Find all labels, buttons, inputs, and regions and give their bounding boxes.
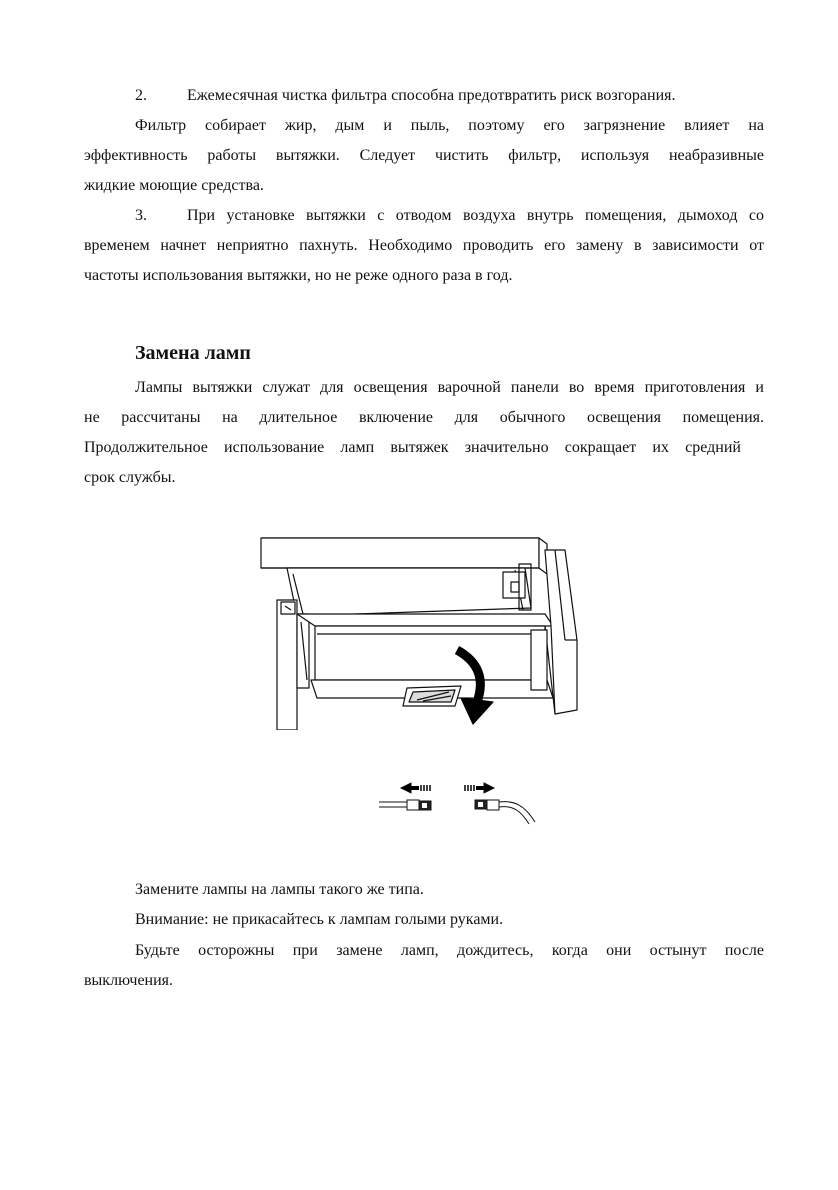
instruction-line-1: Замените лампы на лампы такого же типа. — [135, 881, 424, 898]
arrow-right-icon — [465, 783, 494, 793]
lamps-para-line-4: срок службы. — [84, 469, 176, 486]
instruction-line-3a: Будьте осторожны при замене ламп, дождитесь, когда они остынут после — [135, 942, 764, 959]
filter-para-line-2: эффективность работы вытяжки. Следует чистить фильтр, используя неабразивные — [84, 147, 764, 164]
left-plug-icon — [379, 800, 431, 810]
connector-unplug-illustration — [375, 780, 545, 830]
hood-lamp-cover-illustration — [255, 530, 585, 730]
instruction-line-3b: выключения. — [84, 972, 174, 989]
right-plug-icon — [475, 800, 535, 824]
item-2-number: 2. — [135, 87, 147, 104]
instruction-line-2: Внимание: не прикасайтесь к лампам голыми руками. — [135, 911, 504, 928]
item-3-line-1: При установке вытяжки с отводом воздуха внутрь помещения, дымоход со — [187, 207, 764, 224]
arrow-left-icon — [401, 783, 430, 793]
section-heading-lamp-replacement: Замена ламп — [135, 342, 251, 364]
item-2-text: Ежемесячная чистка фильтра способна предотвратить риск возгорания. — [187, 87, 676, 104]
lamps-para-line-2: не рассчитаны на длительное включение для обычного освещения помещения. — [84, 409, 764, 426]
item-3-line-2: временем начнет неприятно пахнуть. Необходимо проводить его замену в зависимости от — [84, 237, 764, 254]
lamps-para-line-1: Лампы вытяжки служат для освещения варочной панели во время приготовления и — [135, 379, 764, 396]
filter-para-line-3: жидкие моющие средства. — [84, 177, 264, 194]
item-3-number: 3. — [135, 207, 147, 224]
lamps-para-line-3: Продолжительное использование ламп вытяжек значительно сокращает их средний — [84, 439, 741, 456]
item-3-line-3: частоты использования вытяжки, но не реже одного раза в год. — [84, 267, 513, 284]
filter-para-line-1: Фильтр собирает жир, дым и пыль, поэтому его загрязнение влияет на — [135, 117, 764, 134]
